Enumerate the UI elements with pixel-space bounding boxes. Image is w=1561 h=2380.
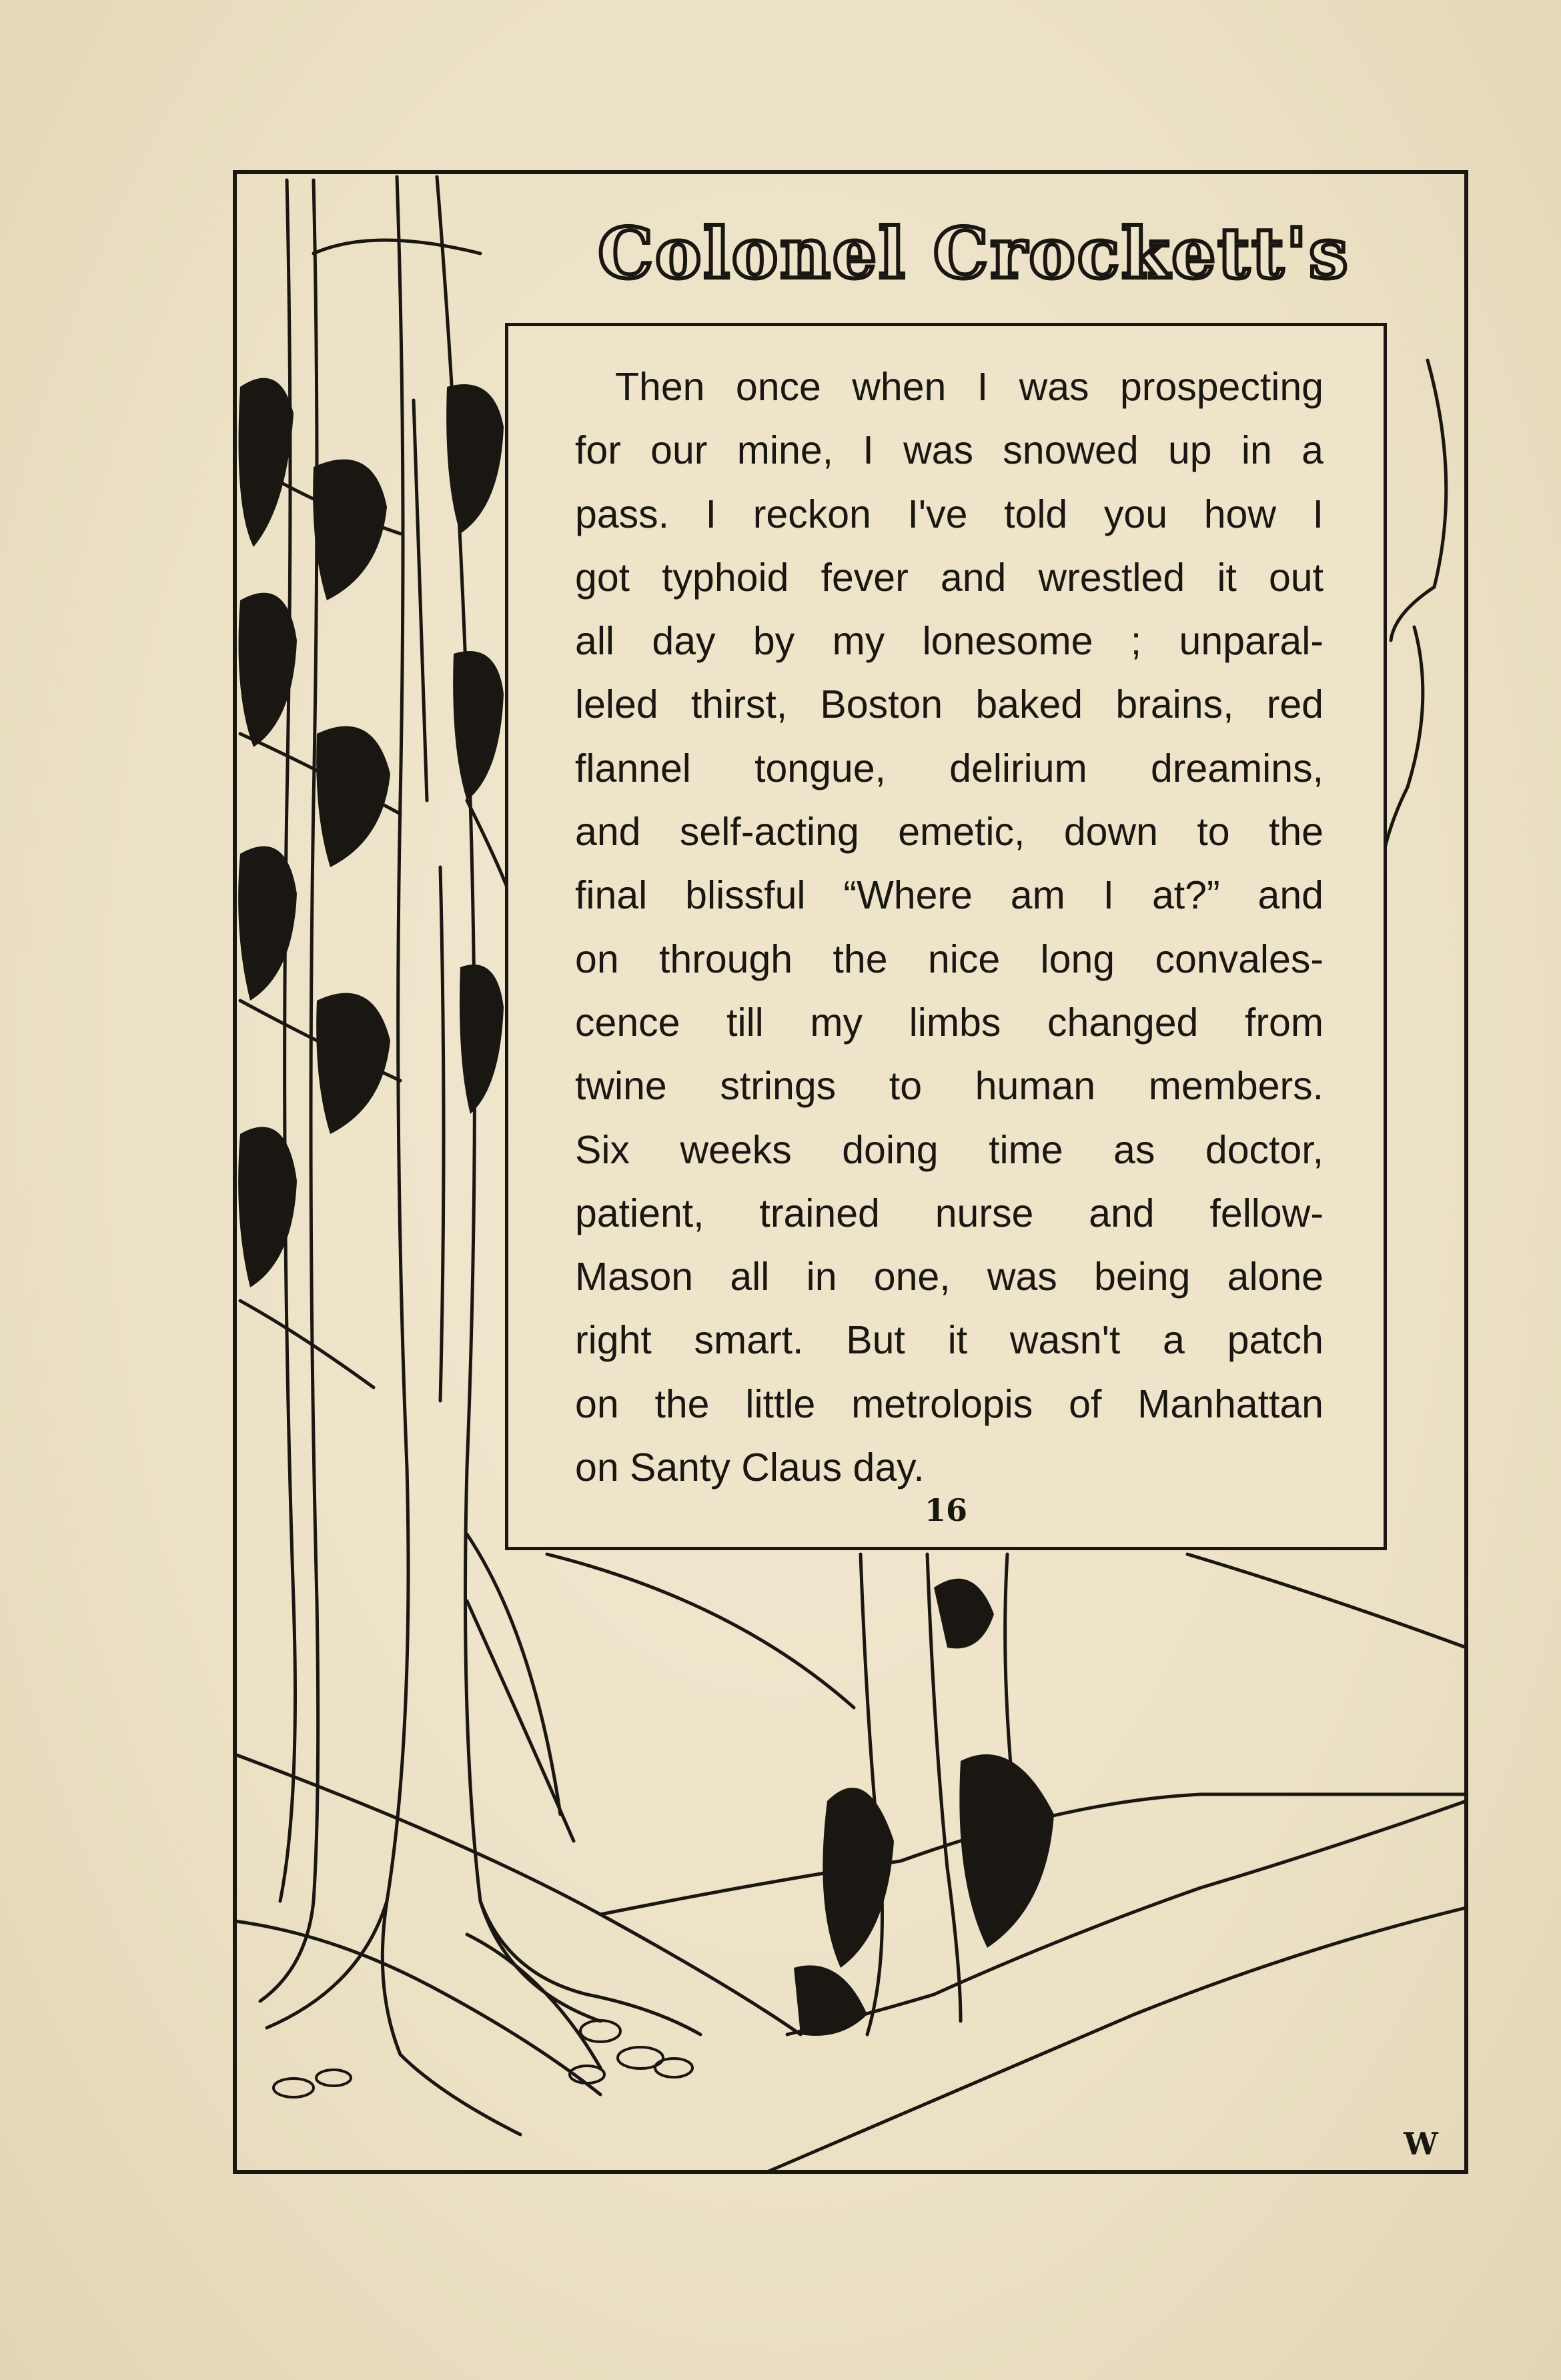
hill-line xyxy=(767,1908,1466,2172)
foliage xyxy=(238,1127,297,1287)
foliage xyxy=(934,1579,994,1649)
tree-trunk xyxy=(260,1901,314,2001)
text-line: for our mine, I was snowed up in a xyxy=(575,428,1324,473)
tree-branch xyxy=(467,1534,560,1814)
tree-branch xyxy=(314,240,480,253)
foliage xyxy=(316,726,390,867)
text-line: on the little metrolopis of Manhattan xyxy=(575,1381,1324,1426)
text-line: Six weeks doing time as doctor, xyxy=(575,1127,1324,1172)
text-line: right smart. But it wasn't a patch xyxy=(575,1318,1324,1363)
hill-line xyxy=(1187,1554,1466,1648)
branch-line xyxy=(1381,627,1423,867)
foliage xyxy=(238,846,297,1001)
text-line: leled thirst, Boston baked brains, red xyxy=(575,682,1324,727)
text-line: twine strings to human members. xyxy=(575,1064,1324,1109)
text-line: Mason all in one, was being alone xyxy=(575,1255,1324,1299)
tree-trunk xyxy=(414,400,427,800)
foliage xyxy=(460,965,504,1114)
foliage xyxy=(316,993,390,1134)
hill-line xyxy=(235,1754,801,2034)
pebble xyxy=(274,2078,314,2097)
foliage xyxy=(239,378,294,547)
text-line: flannel tongue, delirium dreamins, xyxy=(575,746,1324,790)
text-panel xyxy=(505,323,1387,1550)
pebble xyxy=(580,2020,620,2042)
branch-line xyxy=(1391,360,1446,640)
text-line: Then once when I was prospecting xyxy=(615,365,1324,409)
foliage xyxy=(446,384,504,534)
text-line: final blissful “Where am I at?” and xyxy=(575,873,1324,918)
page-number: 16 xyxy=(924,1492,967,1528)
pebble xyxy=(655,2058,692,2077)
tree-trunk xyxy=(480,1901,700,2034)
foliage xyxy=(313,460,387,600)
text-line: got typhoid fever and wrestled it out xyxy=(575,555,1324,600)
tree-trunk xyxy=(440,867,444,1401)
text-line: cence till my limbs changed from xyxy=(575,1000,1324,1045)
text-line: all day by my lonesome ; unparal- xyxy=(575,619,1324,664)
foliage xyxy=(453,651,504,800)
text-line: on Santy Claus day. xyxy=(575,1445,925,1490)
text-line: pass. I reckon I've told you how I xyxy=(575,492,1324,536)
running-title: Colonel Crockett's xyxy=(598,212,1350,294)
hill-line xyxy=(547,1554,854,1708)
text-line: on through the nice long convales- xyxy=(575,937,1324,981)
foliage xyxy=(794,1965,867,2036)
body-paragraph xyxy=(575,356,1324,1500)
text-line: patient, trained nurse and fellow- xyxy=(575,1191,1324,1235)
tree-branch xyxy=(240,1301,374,1387)
artist-monogram: W xyxy=(1404,2126,1438,2162)
pebble xyxy=(316,2070,351,2086)
foliage xyxy=(959,1754,1054,1948)
text-line: and self-acting emetic, down to the xyxy=(575,810,1324,854)
